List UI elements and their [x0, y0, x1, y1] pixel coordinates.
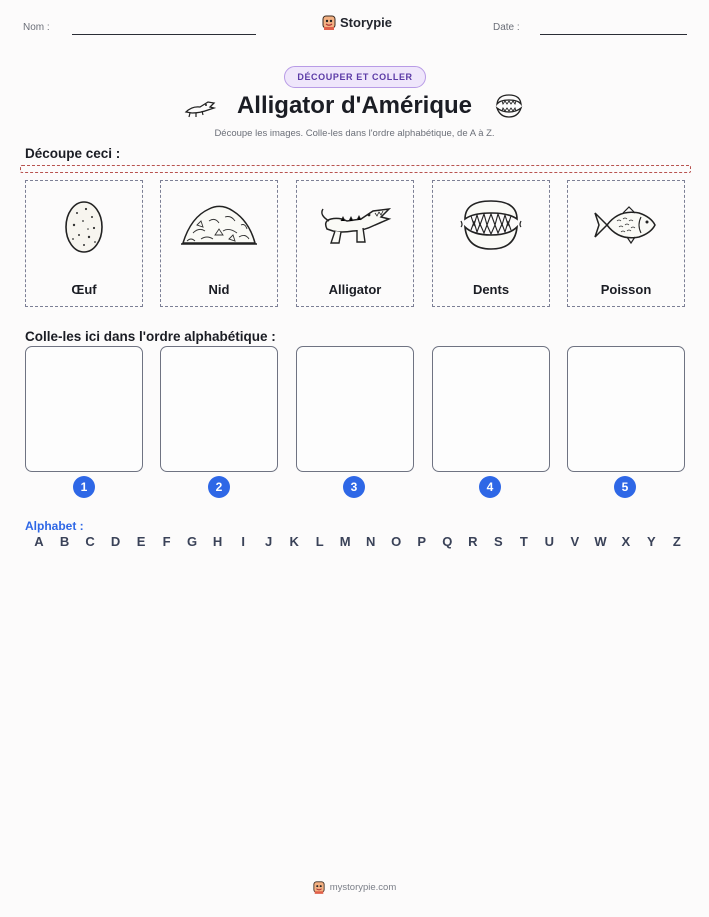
- alphabet-letter: O: [391, 534, 402, 549]
- alphabet-letter: E: [136, 534, 146, 549]
- alphabet-label: Alphabet :: [25, 519, 84, 533]
- alphabet-letter: G: [187, 534, 198, 549]
- paste-box-5[interactable]: [567, 346, 685, 472]
- paste-box-4[interactable]: [432, 346, 550, 472]
- paste-box-3[interactable]: [296, 346, 414, 472]
- card-label: Œuf: [71, 282, 97, 297]
- nest-icon: [179, 197, 259, 253]
- cut-card-teeth[interactable]: [432, 180, 550, 307]
- alphabet-letter: Z: [672, 534, 681, 549]
- alphabet-letter: M: [339, 534, 351, 549]
- paste-section-label: Colle-les ici dans l'ordre alphabétique :: [25, 329, 276, 344]
- page-title: Alligator d'Amérique: [236, 92, 473, 119]
- instructions: Découpe les images. Colle-les dans l'ordre alphabétique, de A à Z.: [214, 128, 495, 139]
- name-field[interactable]: [72, 34, 256, 35]
- brand-logo: [322, 12, 392, 32]
- alphabet-letter: P: [417, 534, 427, 549]
- brand-name: Storypie: [340, 14, 393, 30]
- cut-section-label: Découpe ceci :: [25, 146, 121, 161]
- alphabet-letter: T: [519, 534, 528, 549]
- date-field[interactable]: [540, 34, 687, 35]
- alphabet-letter: X: [621, 534, 631, 549]
- alphabet-letter: C: [85, 534, 95, 549]
- teeth-icon: [459, 197, 523, 253]
- alphabet-letter: U: [544, 534, 554, 549]
- alphabet-letter: A: [34, 534, 44, 549]
- alphabet-letter: K: [289, 534, 299, 549]
- card-label: Poisson: [600, 282, 652, 297]
- alphabet-letter: S: [493, 534, 503, 549]
- alphabet-letter: W: [594, 534, 607, 549]
- alphabet-letter: F: [162, 534, 171, 549]
- card-label: Dents: [472, 282, 510, 297]
- order-number: 5: [614, 476, 636, 498]
- alphabet-letter: D: [110, 534, 121, 549]
- alphabet-letter: H: [212, 534, 223, 549]
- fish-icon: [591, 203, 661, 247]
- alphabet-letter: N: [366, 534, 376, 549]
- cut-line: [20, 165, 691, 173]
- name-label: Nom :: [23, 22, 50, 33]
- order-number: 3: [343, 476, 365, 498]
- storypie-mascot-icon: [313, 880, 325, 894]
- alphabet-letter: I: [241, 534, 245, 549]
- egg-icon: [62, 195, 106, 255]
- cut-card-egg[interactable]: [25, 180, 143, 307]
- alphabet-letter: J: [265, 534, 273, 549]
- date-label: Date :: [493, 22, 520, 33]
- alphabet-letter: B: [59, 534, 70, 549]
- storypie-mascot-icon: [322, 14, 336, 30]
- alligator-icon: [317, 199, 393, 251]
- alphabet-letter: V: [570, 534, 580, 549]
- cut-card-nest[interactable]: [160, 180, 278, 307]
- title-row: [0, 92, 709, 124]
- alphabet-letter: Q: [442, 534, 453, 549]
- order-number: 1: [73, 476, 95, 498]
- card-label: Nid: [208, 282, 230, 297]
- paste-box-2[interactable]: [160, 346, 278, 472]
- cut-card-alligator[interactable]: [296, 180, 414, 307]
- order-number: 4: [479, 476, 501, 498]
- order-number: 2: [208, 476, 230, 498]
- alphabet-letter: Y: [647, 534, 656, 549]
- cut-card-fish[interactable]: [567, 180, 685, 307]
- open-jaws-icon: [494, 92, 524, 120]
- alphabet-letter: R: [468, 534, 478, 549]
- alphabet-row: [33, 534, 683, 549]
- footer: [0, 880, 709, 894]
- alphabet-letter: L: [315, 534, 324, 549]
- paste-box-1[interactable]: [25, 346, 143, 472]
- footer-url: mystorypie.com: [329, 881, 397, 893]
- activity-badge: DÉCOUPER ET COLLER: [284, 66, 426, 88]
- card-label: Alligator: [328, 282, 382, 297]
